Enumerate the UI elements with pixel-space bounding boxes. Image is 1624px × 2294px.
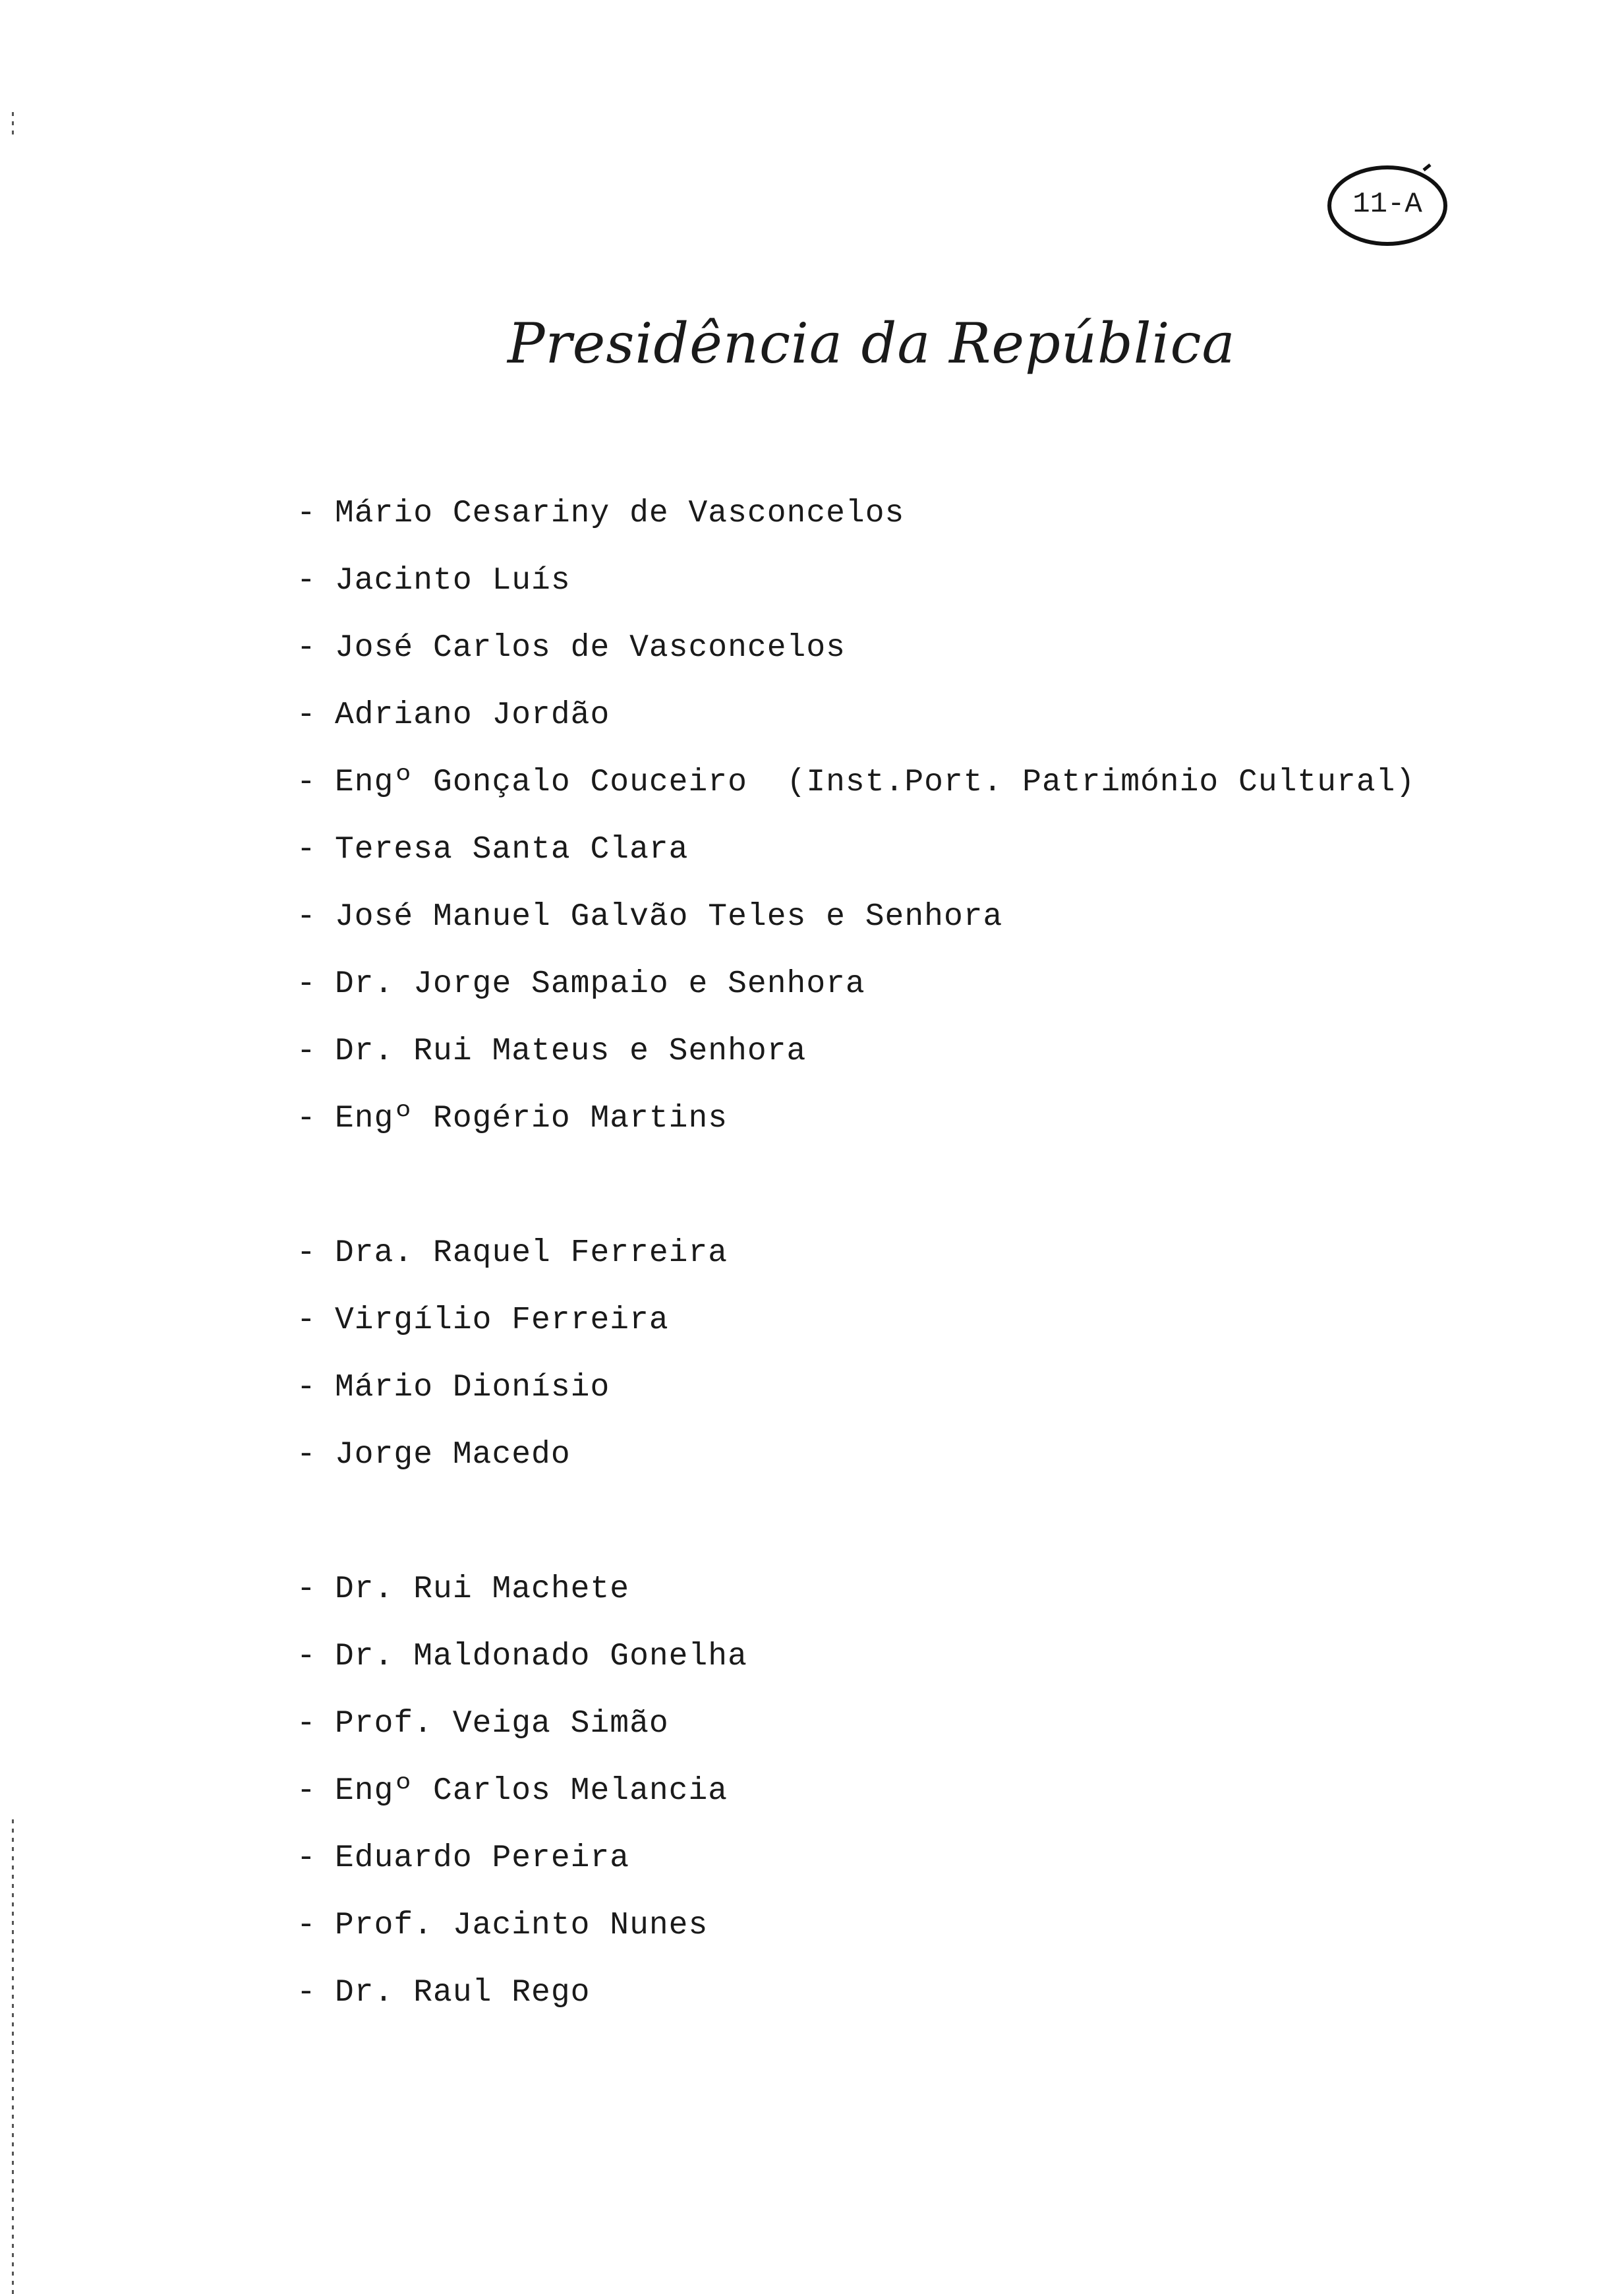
list-item: - Dra. Raquel Ferreira — [297, 1235, 728, 1271]
svg-text:Presidência da República: Presidência da República — [508, 311, 1236, 376]
list-item: - Mário Dionísio — [297, 1370, 610, 1405]
list-item: - Jorge Macedo — [297, 1437, 571, 1473]
list-item: - Dr. Jorge Sampaio e Senhora — [297, 966, 865, 1002]
list-item: - José Carlos de Vasconcelos — [297, 630, 846, 666]
scan-edge-artifact — [12, 1819, 14, 2294]
list-item: - José Manuel Galvão Teles e Senhora — [297, 899, 1003, 935]
list-item: - Jacinto Luís — [297, 563, 571, 599]
list-item: - Prof. Jacinto Nunes — [297, 1908, 709, 1943]
scan-edge-artifact — [12, 112, 14, 138]
attendee-group-3 — [297, 1556, 1549, 2026]
list-item: - Prof. Veiga Simão — [297, 1706, 669, 1742]
list-item: - Virgílio Ferreira — [297, 1303, 669, 1338]
attendee-group-2 — [297, 1220, 1549, 1488]
list-item: - Dr. Rui Mateus e Senhora — [297, 1034, 807, 1069]
list-item: - Engº Gonçalo Couceiro (Inst.Port. Património Cultural) — [297, 765, 1416, 800]
attendee-list — [297, 480, 1549, 2026]
list-item: - Mário Cesariny de Vasconcelos — [297, 496, 905, 531]
list-item: - Eduardo Pereira — [297, 1840, 630, 1876]
letterhead-script — [501, 290, 1236, 402]
list-item: - Engº Rogério Martins — [297, 1101, 728, 1136]
page-number-stamp — [1325, 158, 1450, 250]
page-number: 11-A — [1352, 188, 1422, 221]
list-item: - Engº Carlos Melancia — [297, 1773, 728, 1809]
list-item: - Adriano Jordão — [297, 697, 610, 733]
attendee-group-1 — [297, 480, 1549, 1152]
list-item: - Dr. Rui Machete — [297, 1572, 630, 1607]
list-item: - Dr. Maldonado Gonelha — [297, 1639, 747, 1674]
presidencia-da-republica-script-logo — [501, 290, 1236, 402]
list-item: - Dr. Raul Rego — [297, 1975, 591, 2011]
list-item: - Teresa Santa Clara — [297, 832, 689, 868]
